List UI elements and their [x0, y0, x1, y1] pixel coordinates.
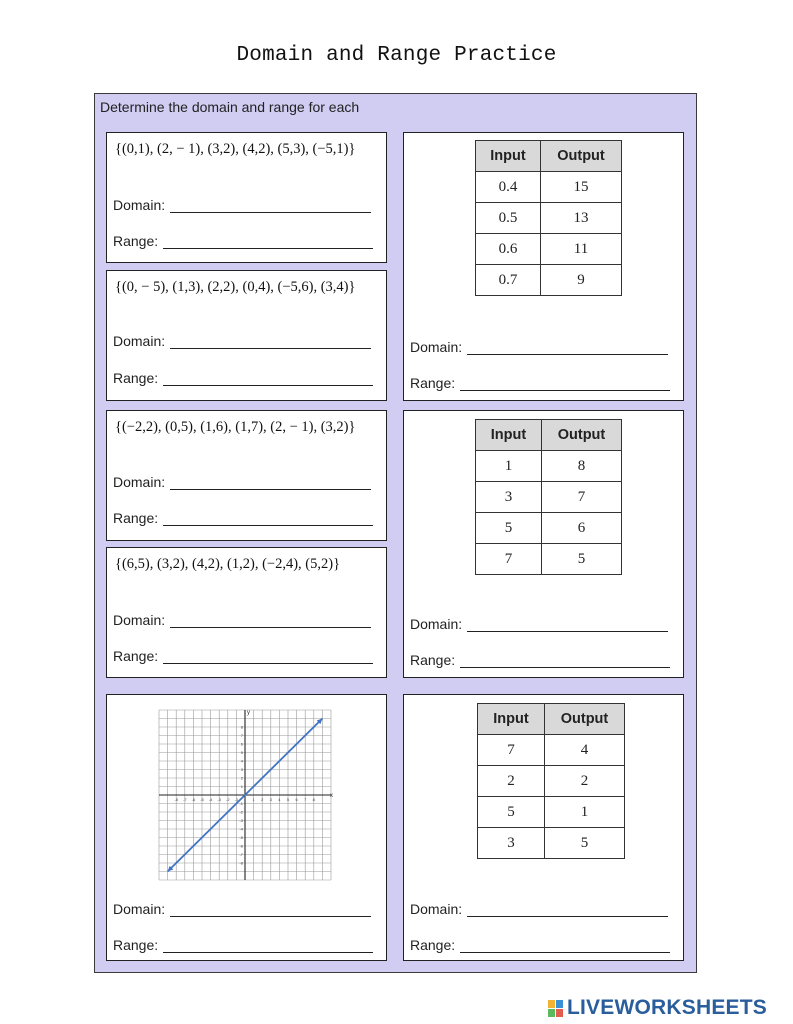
y-tick-label: 2 [240, 775, 243, 781]
input-output-table [475, 140, 622, 296]
table-row: 3 7 [476, 482, 622, 513]
instructions: Determine the domain and range for each [100, 99, 360, 115]
output-header: Output [541, 141, 622, 172]
x-tick-label: 2 [261, 797, 264, 802]
domain-field[interactable]: Domain: [113, 612, 371, 628]
input-header: Input [476, 141, 541, 172]
graph-box [106, 694, 387, 961]
set-box-2 [106, 270, 387, 401]
x-tick-label: -1 [234, 797, 239, 802]
range-field[interactable]: Range: [113, 233, 373, 249]
table-row: 2 2 [478, 766, 625, 797]
y-axis-label: y [247, 710, 250, 716]
set-box-3 [106, 410, 387, 541]
domain-field[interactable]: Domain: [410, 901, 668, 917]
y-tick-label: -3 [239, 818, 243, 823]
ordered-pair-set: {(0,1), (2, − 1), (3,2), (4,2), (5,3), (−5,1)} [115, 141, 356, 157]
table-box-2 [403, 410, 684, 678]
range-field[interactable]: Range: [410, 937, 670, 953]
domain-field[interactable]: Domain: [113, 197, 371, 213]
domain-field[interactable]: Domain: [113, 474, 371, 490]
set-box-4 [106, 547, 387, 678]
domain-field[interactable]: Domain: [410, 616, 668, 632]
table-row: 3 5 [478, 828, 625, 859]
table-row: 7 4 [478, 735, 625, 766]
domain-field[interactable]: Domain: [410, 339, 668, 355]
range-field[interactable]: Range: [113, 937, 373, 953]
range-field[interactable]: Range: [113, 648, 373, 664]
page-title: Domain and Range Practice [236, 44, 557, 67]
x-tick-label: -5 [200, 797, 204, 802]
input-output-table [475, 419, 622, 575]
domain-field[interactable]: Domain: [113, 333, 371, 349]
range-field[interactable]: Range: [113, 510, 373, 526]
x-tick-label: 1 [252, 797, 255, 802]
y-tick-label: 1 [240, 784, 243, 789]
y-tick-label: 6 [240, 741, 243, 747]
range-field[interactable]: Range: [113, 370, 373, 386]
table-row: 0.6 11 [476, 234, 622, 265]
y-tick-label: -8 [239, 860, 243, 866]
x-tick-label: 4 [278, 797, 281, 802]
table-box-3 [403, 694, 684, 961]
coordinate-graph [153, 704, 337, 886]
x-tick-label: 8 [312, 797, 315, 802]
x-tick-label: -2 [226, 797, 230, 802]
table-row: 7 5 [476, 544, 622, 575]
output-header: Output [542, 420, 622, 451]
x-tick-label: 7 [304, 797, 307, 802]
input-header: Input [476, 420, 542, 451]
x-tick-label: 3 [269, 797, 272, 802]
ordered-pair-set: {(0, − 5), (1,3), (2,2), (0,4), (−5,6), (3,4)} [115, 279, 356, 295]
y-tick-label: -7 [239, 852, 243, 857]
y-tick-label: -1 [239, 801, 243, 806]
x-axis-label: x [330, 793, 333, 799]
set-box-1 [106, 132, 387, 263]
x-tick-label: 6 [295, 797, 298, 802]
table-row: 0.7 9 [476, 265, 622, 296]
y-tick-label: 3 [240, 767, 243, 772]
y-tick-label: -6 [239, 843, 243, 849]
logo-icon [548, 1000, 563, 1017]
table-row: 5 6 [476, 513, 622, 544]
table-row: 0.5 13 [476, 203, 622, 234]
y-tick-label: 5 [240, 750, 243, 755]
x-tick-label: -3 [217, 797, 221, 802]
ordered-pair-set: {(6,5), (3,2), (4,2), (1,2), (−2,4), (5,2)} [115, 556, 341, 572]
y-tick-label: -4 [239, 826, 243, 832]
range-field[interactable]: Range: [410, 652, 670, 668]
y-tick-label: 8 [240, 724, 243, 730]
input-header: Input [478, 704, 545, 735]
x-tick-label: -6 [191, 797, 196, 802]
range-field[interactable]: Range: [410, 375, 670, 391]
output-header: Output [545, 704, 625, 735]
x-tick-label: -7 [183, 797, 187, 802]
x-tick-label: -8 [174, 797, 178, 802]
x-tick-label: 5 [286, 797, 290, 802]
input-output-table [477, 703, 625, 859]
table-row: 1 8 [476, 451, 622, 482]
table-row: 0.4 15 [476, 172, 622, 203]
table-box-1 [403, 132, 684, 401]
table-row: 5 1 [478, 797, 625, 828]
liveworksheets-logo [548, 996, 767, 1020]
y-tick-label: 7 [240, 733, 243, 738]
brand-name: LIVEWORKSHEETS [567, 996, 767, 1019]
domain-field[interactable]: Domain: [113, 901, 371, 917]
x-tick-label: -4 [208, 797, 213, 802]
y-tick-label: -2 [239, 809, 243, 815]
y-tick-label: -5 [239, 835, 243, 840]
y-tick-label: 4 [240, 758, 243, 764]
ordered-pair-set: {(−2,2), (0,5), (1,6), (1,7), (2, − 1), (3,2)} [115, 419, 356, 435]
